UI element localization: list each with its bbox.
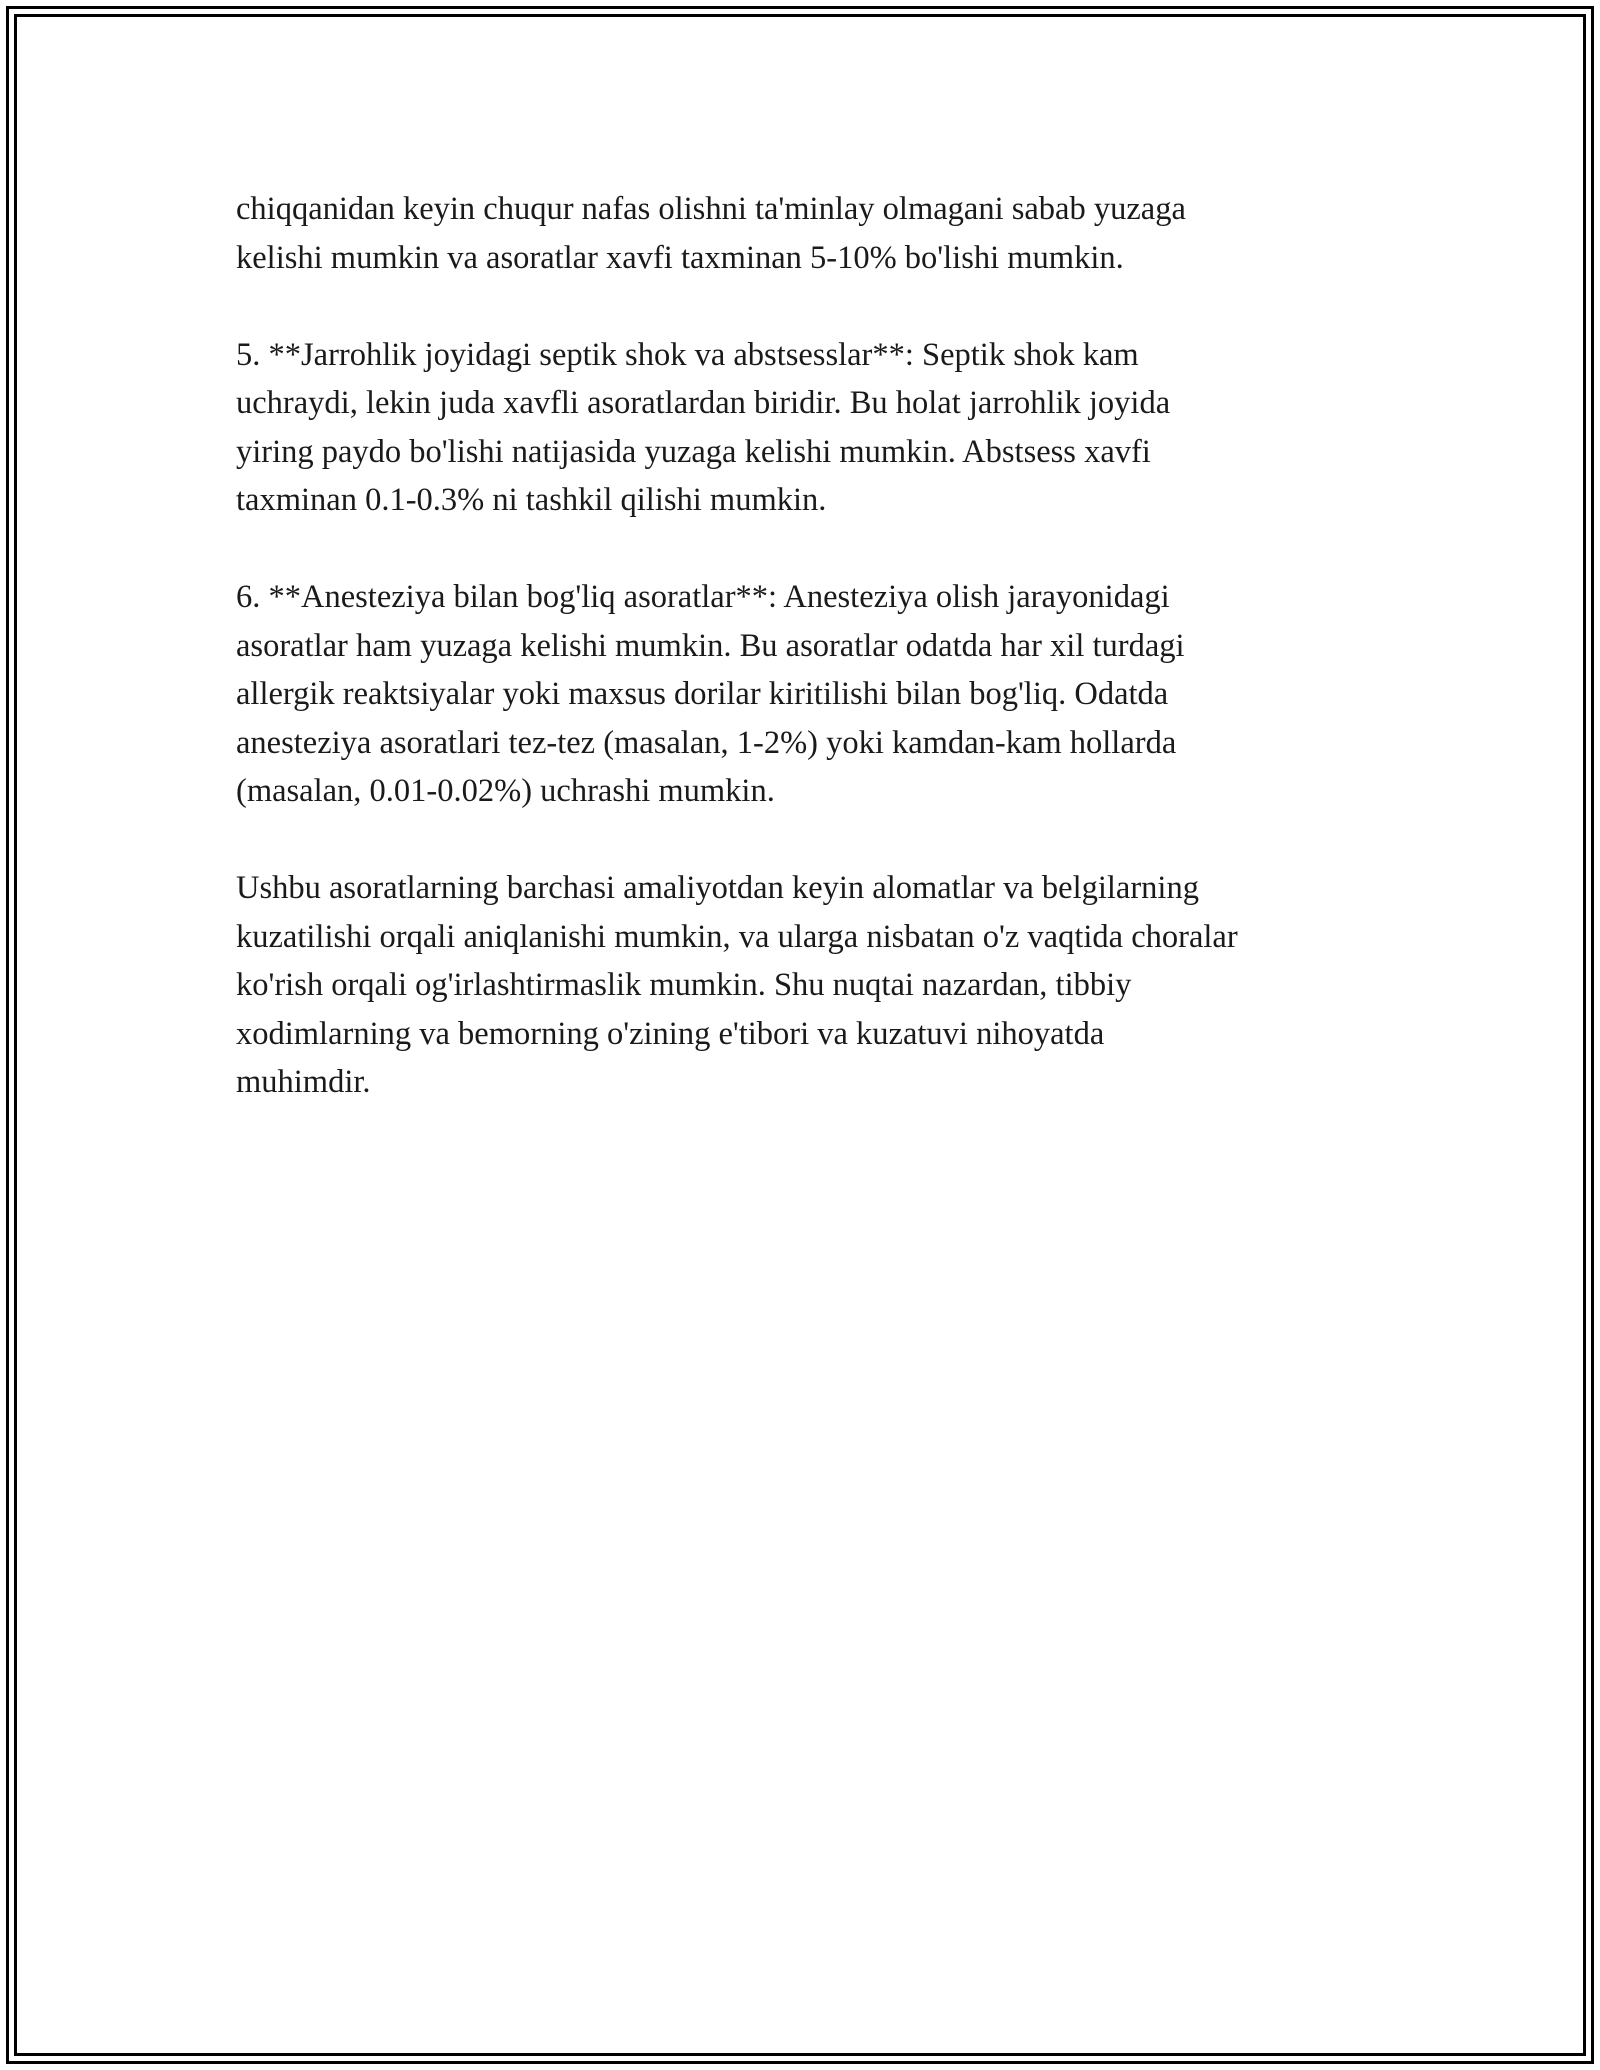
text-line: muhimdir. [236,1064,371,1100]
text-line: chiqqanidan keyin chuqur nafas olishni ta'minlay olmagani sabab yuzaga [236,191,1186,227]
paragraph-conclusion [236,864,1386,1107]
text-line: yiring paydo bo'lishi natijasida yuzaga kelishi mumkin. Abstsess xavfi [236,433,1151,470]
text-line: asoratlar ham yuzaga kelishi mumkin. Bu asoratlar odatda har xil turdagi [236,627,1185,664]
text-line: ko'rish orqali og'irlashtirmaslik mumkin. Shu nuqtai nazardan, tibbiy [236,967,1132,1003]
text-line: anesteziya asoratlari tez-tez (masalan, 1-2%) yoki kamdan-kam hollarda [236,724,1177,761]
paragraph-item-6 [236,573,1386,816]
text-line: (masalan, 0.01-0.02%) uchrashi mumkin. [236,773,775,809]
text-line: taxminan 0.1-0.3% ni tashkil qilishi mumkin. [236,482,827,518]
document-body [236,185,1386,1155]
text-line: Ushbu asoratlarning barchasi amaliyotdan keyin alomatlar va belgilarning [236,870,1199,906]
text-line: uchraydi, lekin juda xavfli asoratlardan biridir. Bu holat jarrohlik joyida [236,385,1171,421]
text-line: allergik reaktsiyalar yoki maxsus dorilar kiritilishi bilan bog'liq. Odatda [236,676,1169,712]
text-line: xodimlarning va bemorning o'zining e'tibori va kuzatuvi nihoyatda [236,1015,1105,1052]
paragraph-continuation [236,185,1386,282]
text-line: 5. **Jarrohlik joyidagi septik shok va abstsesslar**: Septik shok kam [236,336,1139,373]
text-line: kuzatilishi orqali aniqlanishi mumkin, va ularga nisbatan o'z vaqtida choralar [236,918,1238,955]
text-line: 6. **Anesteziya bilan bog'liq asoratlar**: Anesteziya olish jarayonidagi [236,579,1170,615]
paragraph-item-5 [236,331,1386,525]
text-line: kelishi mumkin va asoratlar xavfi taxminan 5-10% bo'lishi mumkin. [236,239,1124,276]
